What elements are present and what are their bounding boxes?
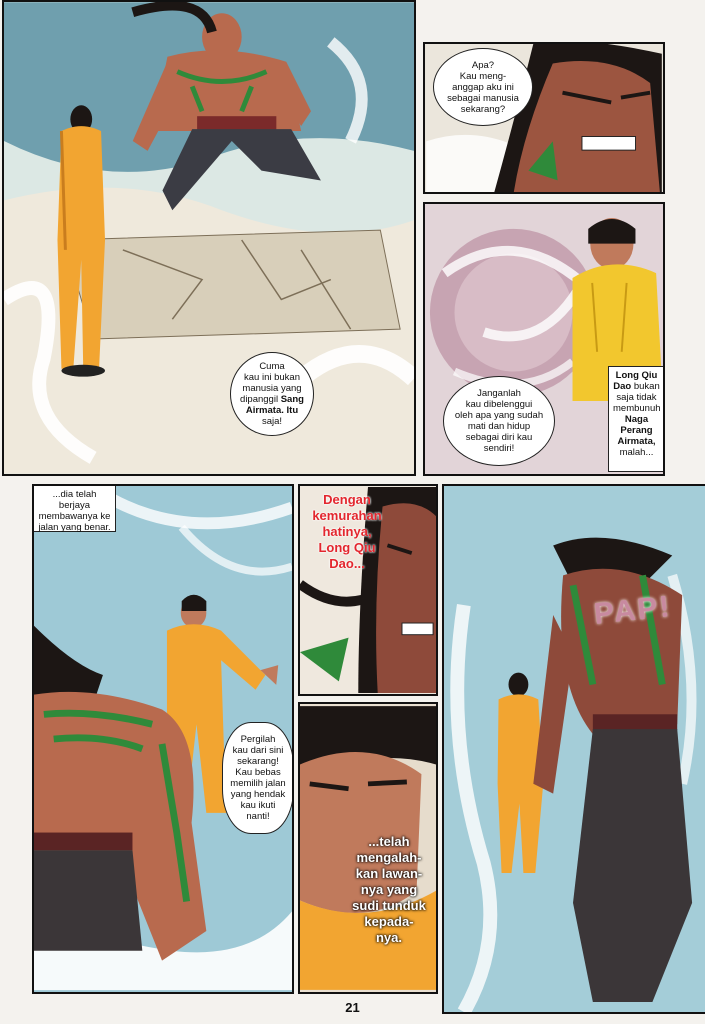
panel-6 [298, 702, 438, 994]
speech-bubble-p1: Cuma kau ini bukan manusia yang dipanggil Sang Airmata. Itu saja! [230, 352, 314, 436]
speech-bubble-p2: Apa? Kau meng- anggap aku ini sebagai manusia sekarang? [433, 48, 533, 126]
caption-box-p4: ...dia telah berjaya membawanya ke jalan yang benar. [34, 486, 116, 532]
panel-7 [442, 484, 705, 1014]
panel-2 [423, 42, 665, 194]
panel-7-art [444, 486, 705, 1012]
caption-box-p3: Long Qiu Dao bukan saja tidak membunuh Naga Perang Airmata, malah... [608, 366, 665, 472]
speech-bubble-p4: Pergilah kau dari sini sekarang! Kau bebas memilih jalan yang hendak kau ikuti nanti! [222, 722, 294, 834]
speech-bubble-p3: Janganlah kau dibelenggui oleh apa yang sudah mati dan hidup sebagai diri kau sendiri! [443, 376, 555, 466]
panel-4 [32, 484, 294, 994]
narration-p6: ...telah mengalah- kan lawan- nya yang sudi tunduk kepada- nya. [352, 834, 426, 945]
panel-1-art [4, 2, 414, 474]
panel-3 [423, 202, 665, 476]
sfx-pap: PAP! [592, 590, 673, 631]
panel-1 [2, 0, 416, 476]
narration-p5: Dengan kemurahan hatinya, Long Qiu Dao... [312, 492, 382, 571]
panel-5 [298, 484, 438, 696]
page-number: 21 [345, 1000, 360, 1015]
